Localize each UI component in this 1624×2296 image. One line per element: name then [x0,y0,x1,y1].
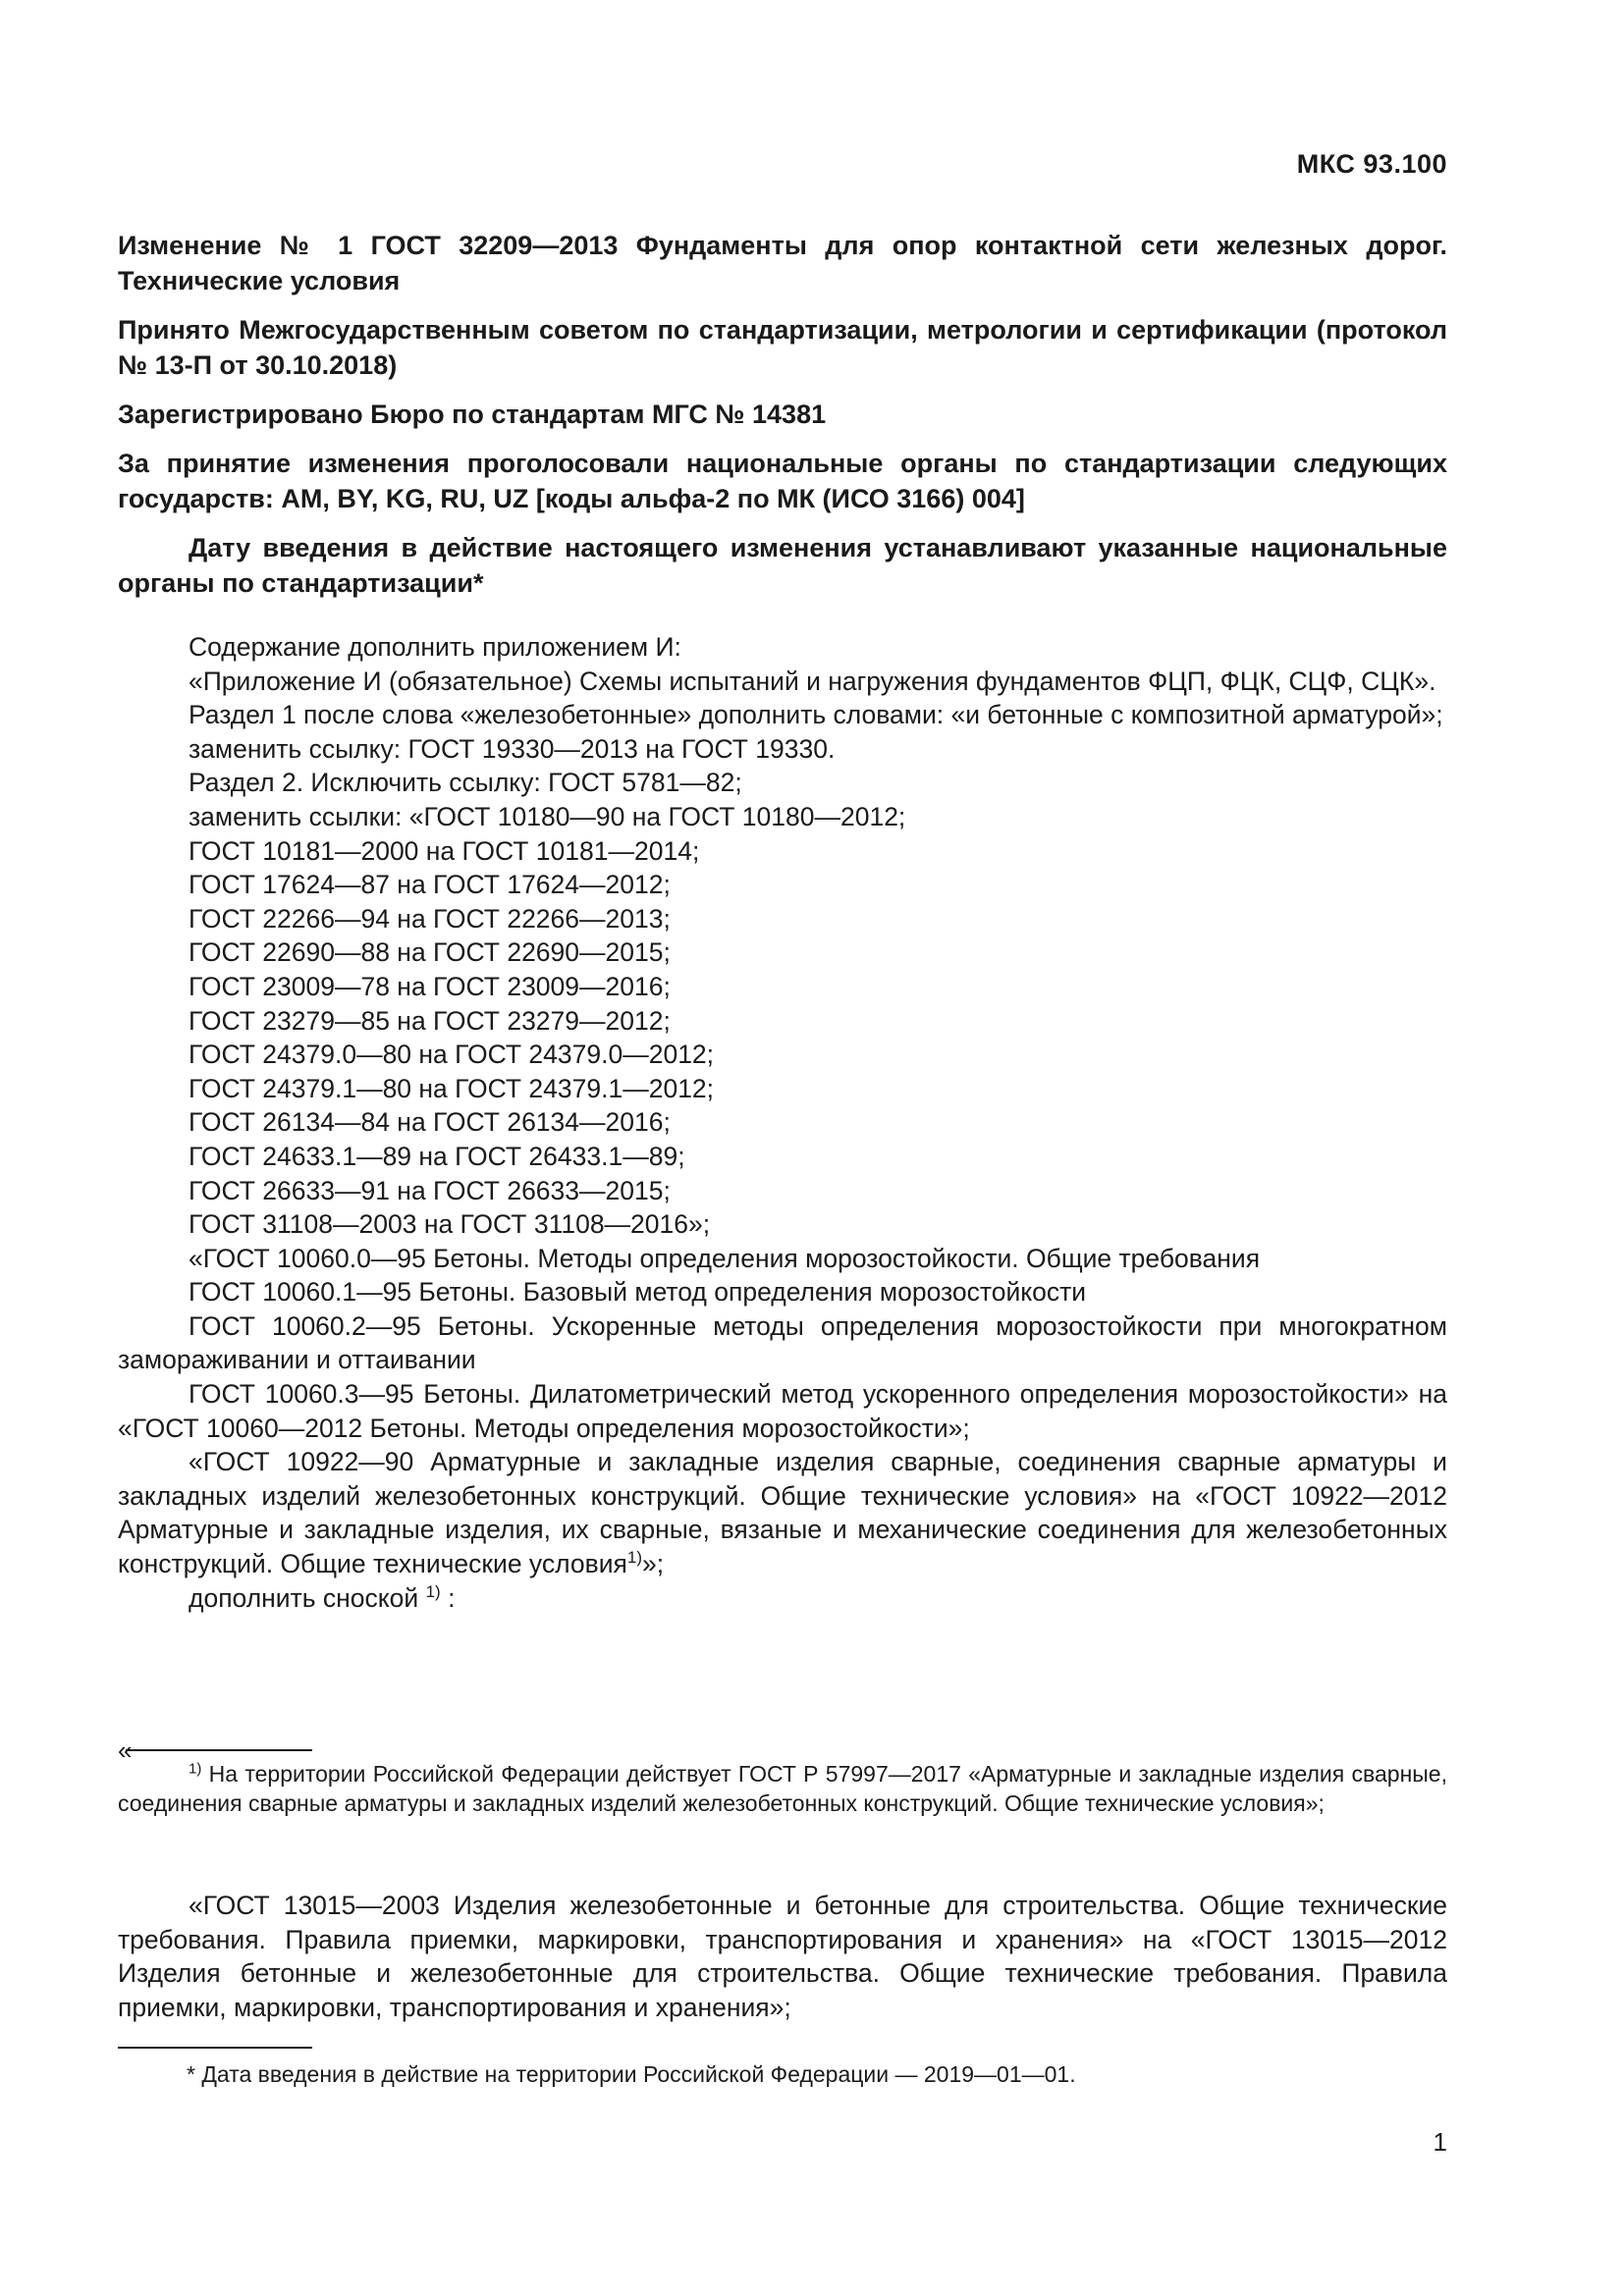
footnote-asterisk: * Дата введения в действие на территории Российской Федерации — 2019—01—01. [187,2061,1076,2087]
body-line: «Приложение И (обязательное) Схемы испытаний и нагружения фундаментов ФЦП, ФЦК, СЦФ, СЦК». [189,666,1436,696]
body-line: ГОСТ 10060.2—95 Бетоны. Ускоренные методы определения морозостойкости при многократном замораживании и оттаивании [118,1310,1447,1375]
add-footnote-end: : [440,1582,456,1613]
footnote-1 [118,1759,1447,1818]
body-line: заменить ссылки: «ГОСТ 10180—90 на ГОСТ 10180—2012; [189,801,906,831]
body-line: ГОСТ 24379.1—80 на ГОСТ 24379.1—2012; [189,1073,715,1103]
amendment-title: Изменение № 1 ГОСТ 32209—2013 Фундаменты для опор контактной сети железных дорог. Технические условия [118,231,1447,295]
footnote-separator-2 [118,2047,312,2049]
footnote-1-text [118,1759,1447,1818]
body-line: «ГОСТ 10060.0—95 Бетоны. Методы определения морозостойкости. Общие требования [189,1243,1261,1273]
body-line: Содержание дополнить приложением И: [189,632,681,662]
mks-code: МКС 93.100 [1296,149,1447,179]
footnote-ref: 1) [626,1548,642,1568]
amendment-body [118,630,1447,1615]
add-footnote-line [118,1581,1447,1616]
body-line: ГОСТ 23279—85 на ГОСТ 23279—2012; [189,1005,671,1036]
body-line: ГОСТ 17624—87 на ГОСТ 17624—2012; [189,870,671,900]
header-block [118,228,1447,614]
footnote-marker: 1) [189,1760,202,1778]
add-footnote-text: дополнить сноской [189,1582,419,1613]
registration-statement: Зарегистрировано Бюро по стандартам МГС № 14381 [118,400,827,429]
footnote-opening-quote: « [118,1735,133,1765]
gost-13015-paragraph: «ГОСТ 13015—2003 Изделия железобетонные и бетонные для строительства. Общие технические требования. Правила приемки, маркировки, транспортирования и хранения» на «ГОСТ 13015—2012 Изделия бетонные и железобетонные для строительства. Общие технические требования. Правила приемки, маркировки, транспортирования и хранения»; [118,1891,1447,2022]
body-line: ГОСТ 22690—88 на ГОСТ 22690—2015; [189,937,671,968]
footnote-separator [126,1749,312,1751]
body-line: ГОСТ 22266—94 на ГОСТ 22266—2013; [189,903,671,934]
body-line: ГОСТ 26134—84 на ГОСТ 26134—2016; [189,1107,671,1138]
page-number: 1 [1433,2127,1447,2157]
gost-10922-end: »; [641,1549,665,1579]
gost-10922-text: «ГОСТ 10922—90 Арматурные и закладные изделия сварные, соединения сварные арматуры и закладных изделий железобетонных конструкций. Общие технические условия» на «ГОСТ 10922—2012 Арматурные и закладные изделия, их сварные, вязаные и механические соединения для железобетонных конструкций. Общие технические условия [118,1447,1447,1579]
body-line: Раздел 1 после слова «железобетонные» дополнить словами: «и бетонные с композитной арматурой»; [189,700,1443,730]
body-line: Раздел 2. Исключить ссылку: ГОСТ 5781—82; [189,768,742,798]
body-line: ГОСТ 24379.0—80 на ГОСТ 24379.0—2012; [189,1040,715,1070]
footnote-ref: 1) [425,1581,441,1601]
body-line: ГОСТ 10060.3—95 Бетоны. Дилатометрический метод ускоренного определения морозостойкости» на «ГОСТ 10060—2012 Бетоны. Методы определения морозостойкости»; [118,1379,1447,1443]
adopted-statement: Принято Межгосударственным советом по стандартизации, метрологии и сертификации (протокол № 13-П от 30.10.2018) [118,315,1447,380]
body-line: ГОСТ 10181—2000 на ГОСТ 10181—2014; [189,835,700,866]
body-line: ГОСТ 10060.1—95 Бетоны. Базовый метод определения морозостойкости [189,1277,1087,1308]
body-line: ГОСТ 23009—78 на ГОСТ 23009—2016; [189,971,671,1001]
gost-10922-paragraph [118,1445,1447,1580]
footnote-1-body: На территории Российской Федерации действует ГОСТ Р 57997—2017 «Арматурные и закладные изделия сварные, соединения сварные арматуры и закладных изделий железобетонных конструкций. Общие технические условия»; [118,1761,1447,1816]
body-line: ГОСТ 24633.1—89 на ГОСТ 26433.1—89; [189,1141,685,1171]
body-line: заменить ссылку: ГОСТ 19330—2013 на ГОСТ 19330. [189,733,836,764]
amendment-body-continued [118,1889,1447,2024]
body-line: ГОСТ 26633—91 на ГОСТ 26633—2015; [189,1175,671,1205]
voting-statement: За принятие изменения проголосовали национальные органы по стандартизации следующих государств: AM, BY, KG, RU, UZ [коды альфа-2 по МК (ИСО 3166) 004] [118,449,1447,513]
body-line: ГОСТ 31108—2003 на ГОСТ 31108—2016»; [189,1209,711,1240]
effective-date-statement: Дату введения в действие настоящего изменения устанавливают указанные национальные органы по стандартизации* [118,533,1447,598]
